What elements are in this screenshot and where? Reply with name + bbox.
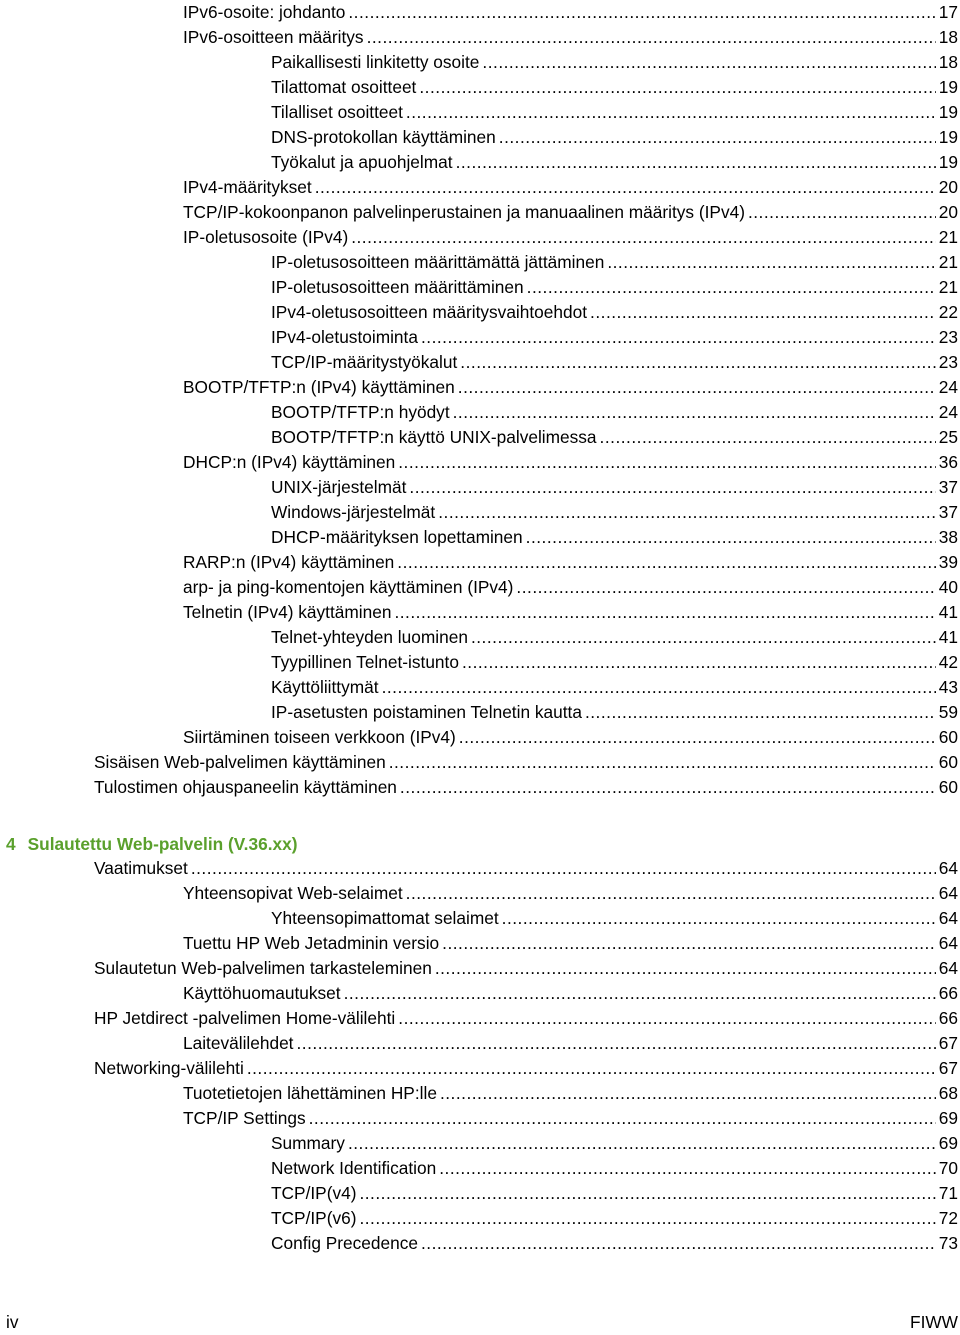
toc-dot-leader [367,25,936,50]
toc-dot-leader [348,1131,936,1156]
toc-entry-page: 19 [938,127,958,147]
toc-entry-title: Laitevälilehdet [183,1033,294,1053]
toc-entry-title: Sisäisen Web-palvelimen käyttäminen [94,752,386,772]
toc-entry-page: 70 [938,1158,958,1178]
toc-dot-leader [462,650,936,675]
toc-entry-page: 60 [938,777,958,797]
toc-entry-page: 22 [938,302,958,322]
toc-dot-leader [348,0,935,25]
toc-entry-title: TCP/IP-kokoonpanon palvelinperustainen ja manuaalinen määritys (IPv4) [183,202,745,222]
toc-entry[interactable] [271,906,958,931]
toc-dot-leader [438,500,936,525]
toc-entry-page: 41 [938,602,958,622]
toc-entry-page: 18 [938,52,958,72]
toc-entry-title: IPv4-oletusosoitteen määritysvaihtoehdot [271,302,588,322]
toc-entry[interactable] [183,931,958,956]
toc-dot-leader [459,725,936,750]
toc-entry-page: 64 [938,933,958,953]
toc-entry-title: TCP/IP(v6) [271,1208,357,1228]
toc-entry-title: Tuotetietojen lähettäminen HP:lle [183,1083,437,1103]
toc-entry[interactable] [183,981,958,1006]
toc-entry-page: 36 [938,452,958,472]
toc-entry-page: 60 [938,752,958,772]
toc-entry[interactable] [183,200,958,225]
toc-entry-page: 40 [938,577,958,597]
toc-dot-leader [247,1056,936,1081]
toc-entry[interactable] [183,375,958,400]
toc-dot-leader [453,400,936,425]
toc-entry-page: 67 [938,1058,958,1078]
toc-entry-title: Tyypillinen Telnet-istunto [271,652,459,672]
toc-entry-title: Sulautetun Web-palvelimen tarkasteleminen [94,958,432,978]
toc-entry[interactable] [271,475,958,500]
toc-dot-leader [389,750,936,775]
toc-entry[interactable] [183,1081,958,1106]
toc-entry-page: 64 [938,958,958,978]
toc-dot-leader [460,350,935,375]
toc-entry[interactable] [183,175,958,200]
toc-entry-title: BOOTP/TFTP:n käyttö UNIX-palvelimessa [271,427,597,447]
toc-entry[interactable] [94,856,958,881]
toc-entry-title: arp- ja ping-komentojen käyttäminen (IPv4) [183,577,514,597]
toc-entry-page: 72 [938,1208,958,1228]
toc-dot-leader [585,700,936,725]
toc-entry-page: 66 [938,983,958,1003]
toc-dot-leader [359,1206,935,1231]
toc-entry-page: 18 [938,27,958,47]
toc-dot-leader [419,75,935,100]
toc-entry[interactable] [271,350,958,375]
toc-entry-page: 19 [938,152,958,172]
toc-entry-title: IP-oletusosoitteen määrittämättä jättäminen [271,252,605,272]
toc-dot-leader [499,125,936,150]
toc-entry-title: Tilattomat osoitteet [271,77,417,97]
toc-dot-leader [409,475,935,500]
toc-dot-leader [398,450,936,475]
footer-doc-code: FIWW [910,1312,958,1332]
toc-entry[interactable] [183,575,958,600]
toc-entry-title: Tuettu HP Web Jetadminin versio [183,933,440,953]
chapter-number: 4 [6,834,16,854]
toc-entry-page: 23 [938,352,958,372]
toc-entry[interactable] [271,50,958,75]
toc-entry-page: 17 [938,2,958,22]
toc-entry-title: HP Jetdirect -palvelimen Home-välilehti [94,1008,396,1028]
toc-entry-title: TCP/IP-määritystyökalut [271,352,458,372]
toc-entry-page: 39 [938,552,958,572]
toc-dot-leader [421,325,936,350]
toc-entry-title: Summary [271,1133,345,1153]
toc-entry-page: 21 [938,252,958,272]
toc-entry[interactable] [183,550,958,575]
toc-dot-leader [527,275,936,300]
toc-dot-leader [406,100,936,125]
toc-entry-title: Paikallisesti linkitetty osoite [271,52,480,72]
toc-entry-page: 66 [938,1008,958,1028]
toc-entry-title: Käyttöliittymät [271,677,379,697]
toc-dot-leader [297,1031,936,1056]
toc-entry-page: 24 [938,402,958,422]
toc-entry-title: RARP:n (IPv4) käyttäminen [183,552,395,572]
toc-entry[interactable] [183,0,958,25]
toc-entry[interactable] [183,600,958,625]
toc-dot-leader [440,1081,936,1106]
toc-dot-leader [748,200,936,225]
toc-entry-page: 25 [938,427,958,447]
toc-entry-title: DHCP:n (IPv4) käyttäminen [183,452,396,472]
toc-entry-page: 43 [938,677,958,697]
toc-entry-title: Config Precedence [271,1233,418,1253]
toc-entry[interactable] [271,675,958,700]
toc-entry-page: 60 [938,727,958,747]
chapter-title: Sulautettu Web-palvelin (V.36.xx) [27,834,298,854]
toc-entry-title: IPv6-osoite: johdanto [183,2,346,22]
toc-entry-title: IP-asetusten poistaminen Telnetin kautta [271,702,582,722]
toc-entry[interactable] [94,750,958,775]
toc-dot-leader [458,375,936,400]
toc-entry[interactable] [271,700,958,725]
toc-entry-page: 21 [938,277,958,297]
toc-dot-leader [382,675,936,700]
toc-entry[interactable] [271,650,958,675]
footer-page-number: iv [6,1312,19,1332]
toc-entry-title: Tilalliset osoitteet [271,102,403,122]
toc-entry-page: 68 [938,1083,958,1103]
toc-entry[interactable] [271,1181,958,1206]
toc-dot-leader [309,1106,936,1131]
toc-entry[interactable] [271,75,958,100]
toc-entry[interactable] [271,525,958,550]
toc-entry-page: 69 [938,1133,958,1153]
toc-entry[interactable] [271,100,958,125]
toc-entry[interactable] [271,1231,958,1256]
toc-entry-title: Käyttöhuomautukset [183,983,341,1003]
toc-dot-leader [315,175,936,200]
toc-entry-title: DHCP-määrityksen lopettaminen [271,527,523,547]
toc-dot-leader [421,1231,936,1256]
toc-dot-leader [397,550,935,575]
toc-entry-title: Networking-välilehti [94,1058,244,1078]
toc-entry-page: 59 [938,702,958,722]
toc-dot-leader [351,225,936,250]
toc-dot-leader [526,525,936,550]
toc-entry[interactable] [271,400,958,425]
toc-entry-title: Yhteensopivat Web-selaimet [183,883,403,903]
toc-entry-page: 24 [938,377,958,397]
toc-dot-leader [607,250,935,275]
toc-entry-title: IPv6-osoitteen määritys [183,27,364,47]
toc-entry-title: Windows-järjestelmät [271,502,436,522]
toc-entry-title: TCP/IP(v4) [271,1183,357,1203]
toc-entry-page: 20 [938,177,958,197]
toc-entry[interactable] [94,1006,958,1031]
toc-entry-title: Siirtäminen toiseen verkkoon (IPv4) [183,727,456,747]
toc-entry[interactable] [271,300,958,325]
toc-entry-title: Telnet-yhteyden luominen [271,627,468,647]
toc-entry[interactable] [271,425,958,450]
chapter-heading[interactable] [6,832,297,857]
toc-entry-page: 42 [938,652,958,672]
toc-entry-title: Työkalut ja apuohjelmat [271,152,453,172]
toc-dot-leader [502,906,936,931]
toc-dot-leader [442,931,936,956]
toc-entry-page: 23 [938,327,958,347]
toc-entry[interactable] [183,725,958,750]
toc-entry-page: 69 [938,1108,958,1128]
toc-entry[interactable] [271,1206,958,1231]
toc-dot-leader [439,1156,936,1181]
toc-entry-title: IP-oletusosoite (IPv4) [183,227,349,247]
toc-entry[interactable] [271,625,958,650]
toc-entry-title: IPv4-määritykset [183,177,312,197]
toc-dot-leader [590,300,936,325]
toc-entry[interactable] [183,1031,958,1056]
toc-dot-leader [435,956,936,981]
toc-entry[interactable] [183,25,958,50]
toc-entry-page: 67 [938,1033,958,1053]
toc-entry-title: TCP/IP Settings [183,1108,306,1128]
toc-entry[interactable] [271,250,958,275]
toc-entry-page: 71 [938,1183,958,1203]
toc-entry[interactable] [271,1156,958,1181]
toc-entry-title: Tulostimen ohjauspaneelin käyttäminen [94,777,397,797]
toc-dot-leader [406,881,936,906]
toc-dot-leader [516,575,935,600]
toc-entry-page: 38 [938,527,958,547]
toc-dot-leader [191,856,936,881]
toc-entry[interactable] [271,1131,958,1156]
toc-dot-leader [600,425,936,450]
toc-entry-page: 64 [938,858,958,878]
toc-entry-page: 73 [938,1233,958,1253]
toc-dot-leader [482,50,935,75]
toc-dot-leader [400,775,936,800]
toc-entry[interactable] [271,275,958,300]
toc-dot-leader [394,600,935,625]
toc-entry-title: Network Identification [271,1158,437,1178]
toc-dot-leader [344,981,936,1006]
toc-entry[interactable] [94,775,958,800]
toc-entry-page: 19 [938,77,958,97]
toc-entry[interactable] [183,881,958,906]
toc-entry[interactable] [271,500,958,525]
toc-entry-page: 37 [938,477,958,497]
toc-entry-title: BOOTP/TFTP:n (IPv4) käyttäminen [183,377,455,397]
toc-entry-title: IP-oletusosoitteen määrittäminen [271,277,524,297]
toc-entry[interactable] [271,150,958,175]
toc-entry-title: Telnetin (IPv4) käyttäminen [183,602,392,622]
toc-entry-title: Yhteensopimattomat selaimet [271,908,499,928]
toc-entry[interactable] [94,956,958,981]
toc-entry-page: 41 [938,627,958,647]
toc-entry-page: 20 [938,202,958,222]
toc-entry-page: 37 [938,502,958,522]
toc-entry-page: 19 [938,102,958,122]
toc-entry-page: 64 [938,883,958,903]
toc-dot-leader [471,625,936,650]
toc-entry-page: 64 [938,908,958,928]
toc-entry[interactable] [183,450,958,475]
toc-dot-leader [398,1006,936,1031]
toc-entry-title: DNS-protokollan käyttäminen [271,127,496,147]
toc-entry[interactable] [94,1056,958,1081]
toc-dot-leader [359,1181,935,1206]
toc-entry-title: IPv4-oletustoiminta [271,327,418,347]
toc-entry-title: UNIX-järjestelmät [271,477,407,497]
toc-entry-title: BOOTP/TFTP:n hyödyt [271,402,450,422]
toc-entry-title: Vaatimukset [94,858,188,878]
toc-entry[interactable] [271,325,958,350]
toc-entry-page: 21 [938,227,958,247]
toc-entry[interactable] [271,125,958,150]
toc-entry[interactable] [183,1106,958,1131]
toc-dot-leader [456,150,936,175]
toc-entry[interactable] [183,225,958,250]
